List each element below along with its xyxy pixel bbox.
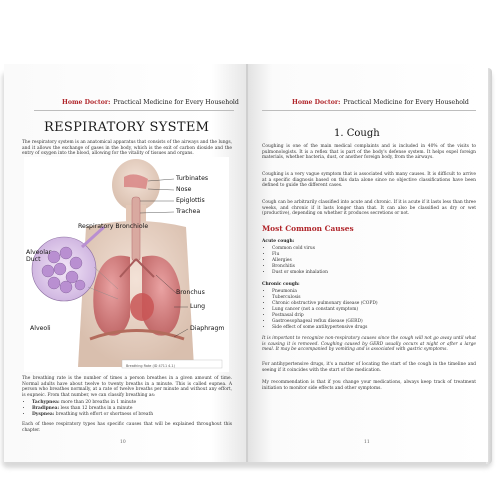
list-item: • Chronic obstructive pulmonary disease (COPD) [272,301,482,307]
cough-paragraph-6: My recommendation is that if you change your medications, always keep track of treatment initiation to monitor side effects and other symptoms. [262,380,476,391]
list-item: • Dust or smoke inhalation [272,270,472,276]
list-item: • Lung cancer (not a constant symptom) [272,307,482,313]
figure-caption: Breathing Rate (ID 4711 4.1) [126,364,175,368]
breathing-type-text: more than 20 breaths in 1 minute [59,400,137,405]
cough-paragraph-3: Cough can be arbitrarily classified into acute and chronic. If it is acute if it lasts less than three weeks, and chronic if it lasts longer than that. It can also be classified as dry or wet (productive), depending on whether it produces secretions or not. [262,200,476,217]
respiratory-figure [24,157,229,372]
closing-paragraph: Each of these respiratory types has specific causes that will be explained throughout this chapter. [22,422,232,433]
list-item: • Postnasal drip [272,313,482,319]
list-item: • Gastroesophageal reflux disease (GERD) [272,319,482,325]
list-item: • Tuberculosis [272,295,482,301]
page-number-right: 11 [364,440,370,445]
label-alveoli: Alveoli [30,325,51,332]
running-header [62,99,239,106]
list-item: • Common cold virus [272,246,472,252]
right-page [248,64,488,462]
breathing-type-term: Dyspnea: [32,412,55,417]
chronic-causes-list [262,289,482,331]
breathing-types-list [22,400,232,418]
label-trachea: Trachea [176,208,201,215]
list-item: • Flu [272,252,472,258]
chronic-cough-title: Chronic cough: [262,282,300,287]
header-title-right: Practical Medicine for Every Household [343,99,469,106]
label-turbinates: Turbinates [176,175,209,182]
list-item: • Side effect of some antihypertensive drugs [272,325,482,331]
cough-paragraph-1: Coughing is one of the main medical complaints and is included in 40% of the visits to pulmonologists. It is a reflex that is part of the body's defense system. It helps expel foreign materials, whether bacteria, dust, or another foreign body, from the airways. [262,144,476,161]
label-diaphragm: Diaphragm [190,325,225,332]
chapter-title: RESPIRATORY SYSTEM [44,120,210,135]
breathing-type-text: breathing with effort or shortness of breath [54,412,154,417]
header-title: Practical Medicine for Every Household [113,99,239,106]
cough-paragraph-5: For antihypertensive drugs, it's a matter of locating the start of the cough in the timeline and seeing if it coincides with the start of the medication. [262,362,476,373]
cough-paragraph-2: Coughing is a very vague symptom that is associated with many causes. It is difficult to arrive at a specific diagnosis based on this data alone since no objective classifications have been defined to guide the different cases. [262,172,476,189]
header-rule [34,110,234,111]
intro-paragraph: The respiratory system is an anatomical apparatus that consists of the airways and the lungs, and it allows the exchange of gases in the body, which is the exit of carbon dioxide and the entry of oxygen into the blood, allowing for the vitality of tissues and organs. [22,140,232,157]
label-nose: Nose [176,186,192,193]
list-item: • Pneumonia [272,289,482,295]
breathing-rate-paragraph: The breathing rate is the number of times a person breathes in a given amount of time. Normal adults have about twelve to twenty breaths in a minute. This is called eupnea. A person who breathes normally, at a rate of twelve breaths per minute and without any effort, is eupneic. From that number, we can classify breathing as: [22,376,232,398]
acute-cough-title: Acute cough: [262,239,295,244]
list-item: • Bronchitis [272,264,472,270]
cough-paragraph-4: It is important to recognize non-respiratory causes since the cough will not go away until what is causing it is removed. Coughing caused by GERD usually occurs at night or after a large meal. It may be accompanied by vomiting and is associated with gastric symptoms. [262,336,476,353]
breathing-type-term: Tachypnea: [32,400,60,405]
page-number-left: 10 [120,440,126,445]
label-lung: Lung [190,303,206,310]
label-epiglottis: Epiglottis [176,197,205,204]
causes-heading: Most Common Causes [262,224,354,233]
section-heading: 1. Cough [334,128,380,139]
running-header-right [292,99,469,106]
breathing-type-item [32,412,232,418]
header-brand-right: Home Doctor: [292,99,341,106]
header-brand: Home Doctor: [62,99,111,106]
breathing-type-term: Bradipnea: [32,406,60,411]
label-alveolar-duct: Alveolar Duct [26,249,52,263]
anatomy-illustration [24,157,229,372]
acute-causes-list [262,246,472,276]
list-item: • Allergies [272,258,472,264]
open-book [2,64,494,470]
header-rule-right [262,110,476,111]
left-page [4,64,248,462]
breathing-type-text: less than 12 breaths in a minute [59,406,133,411]
label-bronchus: Bronchus [176,289,205,296]
label-respiratory-bronchiole: Respiratory Bronchiole [78,223,149,230]
